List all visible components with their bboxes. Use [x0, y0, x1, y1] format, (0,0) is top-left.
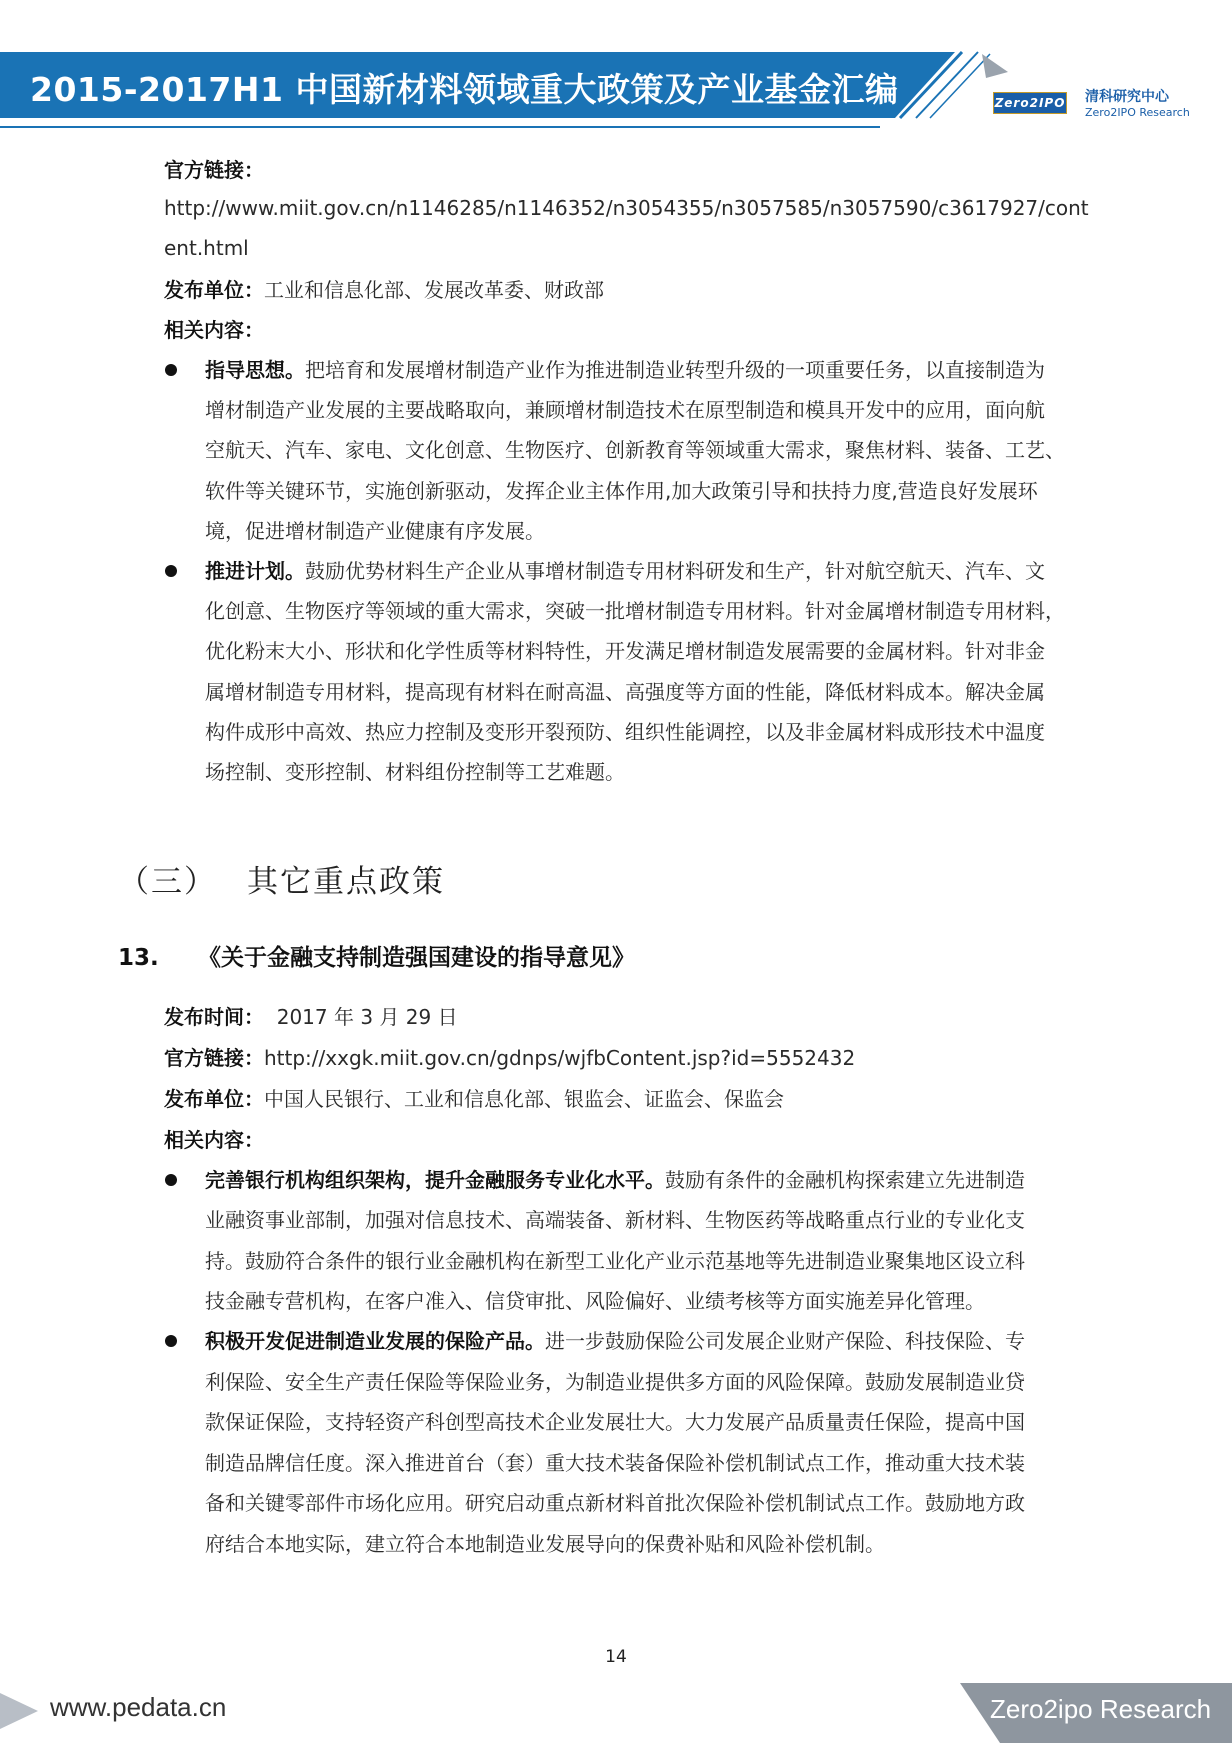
bullet-line: 境，促进增材制造产业健康有序发展。 [205, 519, 545, 543]
bullet-line: 业融资事业部制，加强对信息技术、高端装备、新材料、生物医药等战略重点行业的专业化支 [205, 1208, 1025, 1232]
logo-english-name: Zero2IPO Research [1085, 106, 1190, 119]
bullet-heading: 推进计划。 [205, 559, 305, 583]
bullet-line: 属增材制造专用材料，提高现有材料在耐高温、高强度等方面的性能，降低材料成本。解决金属 [205, 680, 1045, 704]
footer-website-link[interactable]: www.pedata.cn [50, 1692, 227, 1722]
bullet-line: 空航天、汽车、家电、文化创意、生物医疗、创新教育等领域重大需求，聚焦材料、装备、工艺、 [205, 438, 1065, 462]
bullet-line: 推进计划。鼓励优势材料生产企业从事增材制造专用材料研发和生产，针对航空航天、汽车、文 [205, 559, 1045, 583]
bullet-line: 制造品牌信任度。深入推进首台（套）重大技术装备保险补偿机制试点工作，推动重大技术装 [205, 1451, 1025, 1475]
bullet-line: 积极开发促进制造业发展的保险产品。进一步鼓励保险公司发展企业财产保险、科技保险、专 [205, 1329, 1025, 1353]
bullet-line: 持。鼓励符合条件的银行业金融机构在新型工业化产业示范基地等先进制造业聚集地区设立科 [205, 1249, 1025, 1273]
content-label: 相关内容： [164, 318, 264, 342]
issuer-row [164, 276, 604, 304]
bullet-line: 技金融专营机构，在客户准入、信贷审批、风险偏好、业绩考核等方面实施差异化管理。 [205, 1289, 985, 1313]
bullet-heading: 完善银行机构组织架构，提升金融服务专业化水平。 [205, 1168, 665, 1192]
link-row [164, 1044, 855, 1072]
bullet-heading: 积极开发促进制造业发展的保险产品。 [205, 1329, 545, 1353]
issuer-label: 发布单位： [164, 1087, 264, 1111]
date-row [164, 1003, 458, 1031]
bullet-line: 增材制造产业发展的主要战略取向，兼顾增材制造技术在原型制造和模具开发中的应用，面向航 [205, 398, 1045, 422]
official-link-label: 官方链接： [164, 158, 264, 182]
document-title: 2015-2017H1 中国新材料领域重大政策及产业基金汇编 [30, 70, 899, 109]
footer-brand: Zero2ipo Research [990, 1694, 1212, 1724]
bullet-icon [165, 364, 177, 376]
issuer-row [164, 1085, 784, 1113]
section-number: （三） [118, 864, 217, 900]
issuer-value: 工业和信息化部、发展改革委、财政部 [264, 278, 604, 302]
page-header [0, 0, 1232, 140]
official-link-url-line2[interactable]: ent.html [164, 236, 249, 260]
bullet-icon [165, 1335, 177, 1347]
date-label: 发布时间： [164, 1005, 264, 1029]
date-value: 2017 年 3 月 29 日 [276, 1005, 458, 1029]
bullet-line: 化创意、生物医疗等领域的重大需求，突破一批增材制造专用材料。针对金属增材制造专用材料， [205, 599, 1065, 623]
bullet-line: 款保证保险，支持轻资产科创型高技术企业发展壮大。大力发展产品质量责任保险，提高中国 [205, 1410, 1025, 1434]
bullet-icon [165, 1174, 177, 1186]
content-label: 相关内容： [164, 1128, 264, 1152]
logo-chinese-name: 清科研究中心 [1085, 89, 1169, 105]
bullet-line: 完善银行机构组织架构，提升金融服务专业化水平。鼓励有条件的金融机构探索建立先进制造 [205, 1168, 1025, 1192]
policy-title: 《关于金融支持制造强国建设的指导意见》 [198, 945, 635, 971]
bullet-line: 场控制、变形控制、材料组份控制等工艺难题。 [205, 760, 625, 784]
page-number: 14 [605, 1647, 627, 1667]
zero2ipo-logo: Zero2IPO [993, 92, 1067, 114]
issuer-label: 发布单位： [164, 278, 264, 302]
bullet-line: 利保险、安全生产责任保险等保险业务，为制造业提供多方面的风险保障。鼓励发展制造业贷 [205, 1370, 1025, 1394]
bullet-line: 构件成形中高效、热应力控制及变形开裂预防、组织性能调控，以及非金属材料成形技术中温度 [205, 720, 1045, 744]
bullet-line: 备和关键零部件市场化应用。研究启动重点新材料首批次保险补偿机制试点工作。鼓励地方政 [205, 1491, 1025, 1515]
bullet-heading: 指导思想。 [205, 358, 305, 382]
bullet-line: 优化粉末大小、形状和化学性质等材料特性，开发满足增材制造发展需要的金属材料。针对非金 [205, 639, 1045, 663]
policy-number: 13. [118, 945, 159, 971]
official-link-url[interactable]: http://xxgk.miit.gov.cn/gdnps/wjfbContent.jsp?id=5552432 [264, 1046, 856, 1070]
bullet-line: 指导思想。把培育和发展增材制造产业作为推进制造业转型升级的一项重要任务，以直接制造为 [205, 358, 1045, 382]
bullet-line: 府结合本地实际，建立符合本地制造业发展导向的保费补贴和风险补偿机制。 [205, 1532, 885, 1556]
official-link-url-line1[interactable]: http://www.miit.gov.cn/n1146285/n1146352/n3054355/n3057585/n3057590/c3617927/cont [164, 196, 1089, 220]
issuer-value: 中国人民银行、工业和信息化部、银监会、证监会、保监会 [264, 1087, 784, 1111]
bullet-line: 软件等关键环节，实施创新驱动，发挥企业主体作用,加大政策引导和扶持力度,营造良好发展环 [205, 479, 1038, 503]
bullet-icon [165, 565, 177, 577]
section-title: 其它重点政策 [247, 864, 445, 900]
official-link-label: 官方链接： [164, 1046, 264, 1070]
section-heading [118, 862, 445, 902]
